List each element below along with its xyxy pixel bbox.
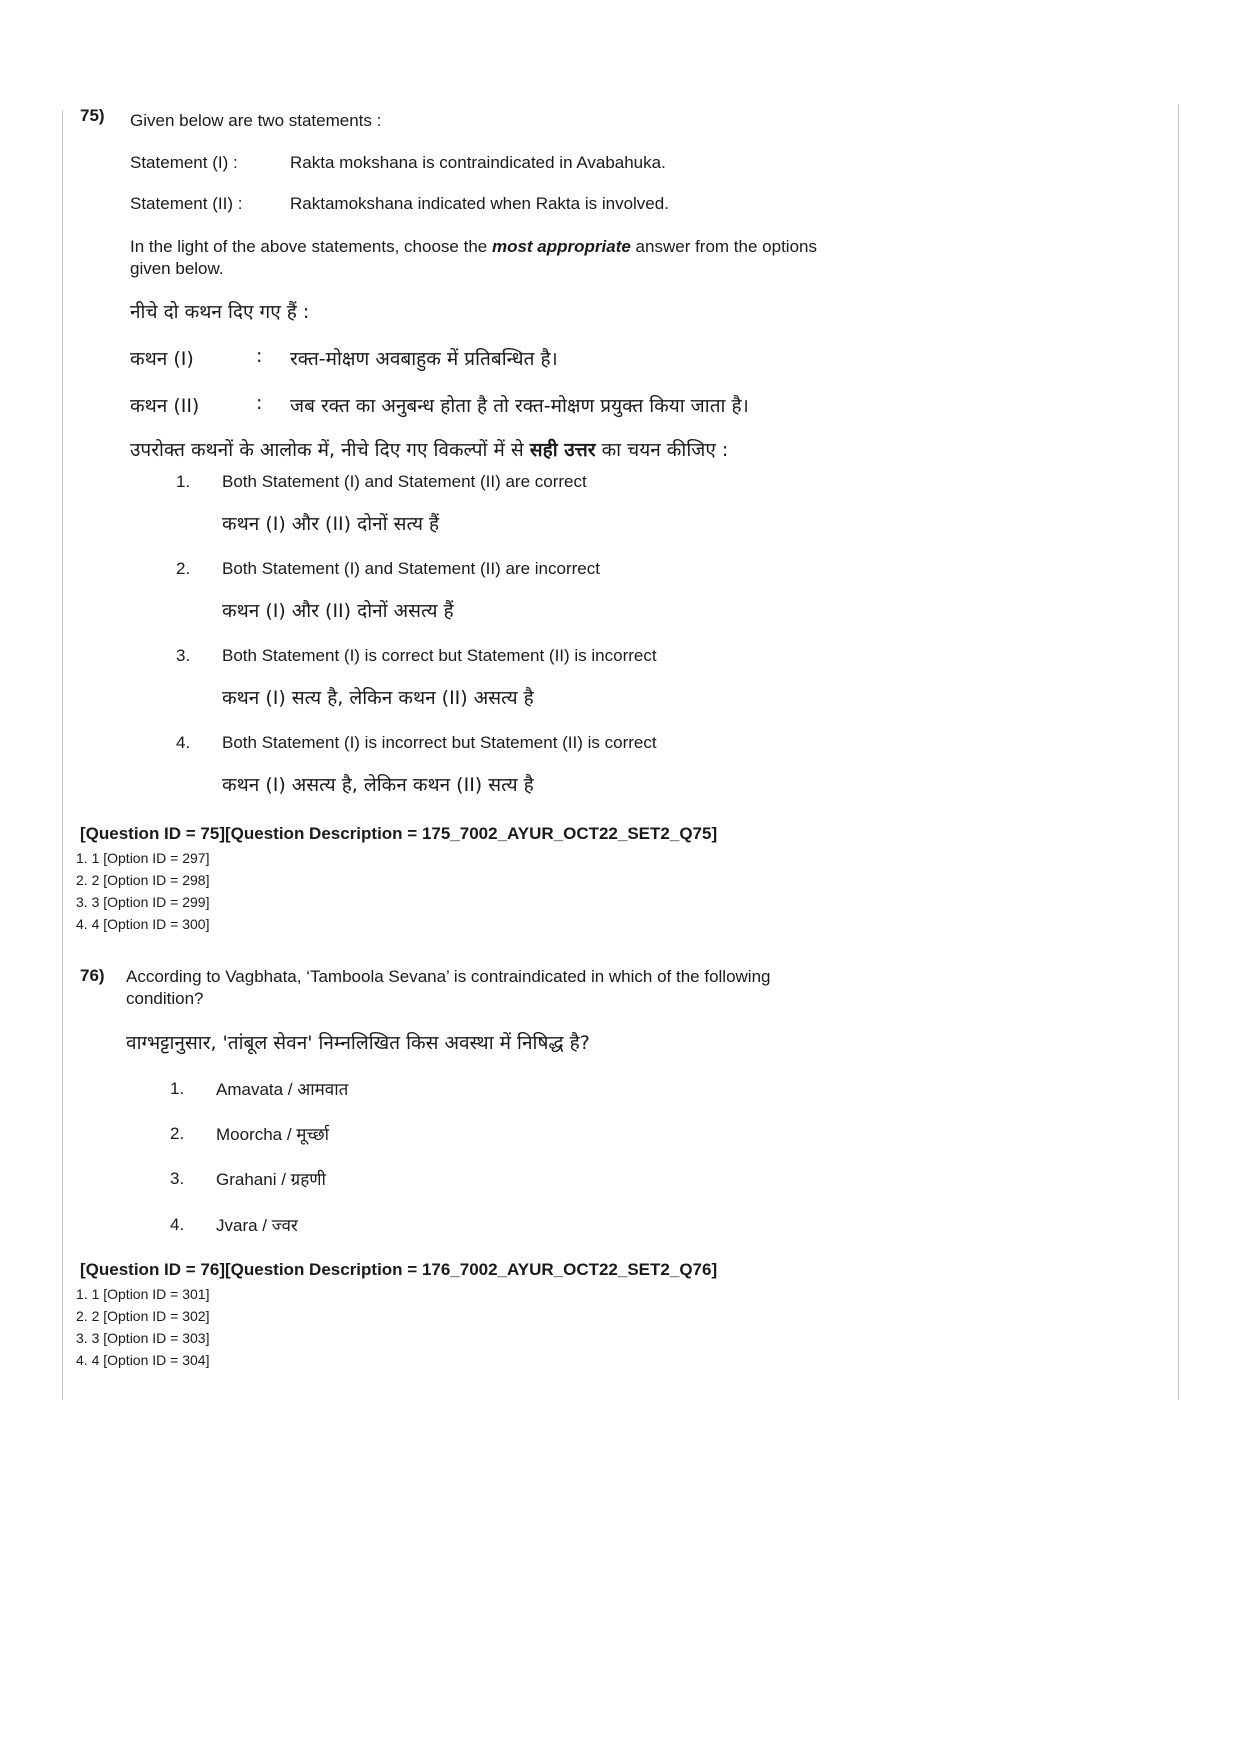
option-id-item: 3. 3 [Option ID = 299]	[76, 894, 210, 910]
statement-1-label: Statement (I) :	[130, 153, 238, 172]
option-id-list	[76, 1283, 209, 1371]
option-text-hindi: कथन (I) असत्य है, लेकिन कथन (II) सत्य है	[222, 774, 534, 796]
hindi-instruction-pre: उपरोक्त कथनों के आलोक में, नीचे दिए गए विकल्पों में से	[130, 439, 530, 461]
option-text-english: Both Statement (I) is correct but Statement (II) is incorrect	[222, 646, 657, 665]
hindi-question-text: वाग्भट्टानुसार, 'तांबूल सेवन' निम्नलिखित किस अवस्था में निषिद्ध है?	[126, 1032, 590, 1054]
option-id-item: 2. 2 [Option ID = 298]	[76, 872, 210, 888]
option-text-english: Both Statement (I) is incorrect but Statement (II) is correct	[222, 733, 657, 752]
option-text-english: Both Statement (I) and Statement (II) are correct	[222, 472, 587, 491]
hindi-statement-2-text: जब रक्त का अनुबन्ध होता है तो रक्त-मोक्षण प्रयुक्त किया जाता है।	[290, 395, 749, 417]
option-number: 3.	[176, 646, 191, 665]
hindi-statement-2-label: कथन (II)	[130, 395, 200, 417]
option-text: Moorcha / मूर्च्छा	[216, 1125, 330, 1144]
statement-2-text: Raktamokshana indicated when Rakta is involved.	[290, 194, 669, 213]
option-text-hindi: कथन (I) और (II) दोनों असत्य हैं	[222, 600, 454, 622]
option-number: 1.	[170, 1079, 185, 1098]
hindi-statement-1-label: कथन (I)	[130, 348, 194, 370]
option-text-hindi: कथन (I) और (II) दोनों सत्य हैं	[222, 513, 440, 535]
option-number: 4.	[176, 733, 191, 752]
option-text: Grahani / ग्रहणी	[216, 1170, 326, 1189]
left-border-rule	[62, 110, 63, 1400]
option-id-list	[76, 847, 209, 935]
option-number: 1.	[176, 472, 191, 491]
right-border-rule	[1178, 104, 1179, 1400]
statement-1-text: Rakta mokshana is contraindicated in Avabahuka.	[290, 153, 666, 172]
option-id-item: 3. 3 [Option ID = 303]	[76, 1330, 210, 1346]
instruction-emphasis: most appropriate	[491, 237, 631, 256]
instruction-pre: In the light of the above statements, choose the	[130, 237, 492, 256]
option-id-item: 4. 4 [Option ID = 304]	[76, 1352, 210, 1368]
option-id-item: 4. 4 [Option ID = 300]	[76, 916, 210, 932]
instruction-text	[130, 236, 830, 280]
option-id-item: 1. 1 [Option ID = 297]	[76, 850, 210, 866]
option-text-hindi: कथन (I) सत्य है, लेकिन कथन (II) असत्य है	[222, 687, 534, 709]
question-intro: Given below are two statements :	[130, 111, 382, 130]
instruction-post: answer from the options given below.	[130, 237, 817, 278]
hindi-instruction-post: का चयन कीजिए :	[595, 439, 729, 461]
option-text: Amavata / आमवात	[216, 1080, 349, 1099]
hindi-instruction	[130, 436, 728, 462]
hindi-colon: :	[256, 392, 263, 414]
question-text: According to Vagbhata, ‘Tamboola Sevana’ is contraindicated in which of the following condition?	[126, 967, 771, 1008]
question-meta: [Question ID = 76][Question Description = 176_7002_AYUR_OCT22_SET2_Q76]	[80, 1260, 718, 1279]
option-number: 3.	[170, 1169, 185, 1188]
option-text-english: Both Statement (I) and Statement (II) are incorrect	[222, 559, 600, 578]
option-id-item: 2. 2 [Option ID = 302]	[76, 1308, 210, 1324]
option-number: 2.	[170, 1124, 185, 1143]
option-text: Jvara / ज्वर	[216, 1216, 298, 1235]
question-number: 75)	[80, 106, 105, 125]
hindi-intro: नीचे दो कथन दिए गए हैं :	[130, 301, 310, 323]
option-number: 2.	[176, 559, 191, 578]
option-number: 4.	[170, 1215, 185, 1234]
hindi-colon: :	[256, 345, 263, 367]
hindi-instruction-bold: सही उत्तर	[529, 439, 596, 461]
statement-2-label: Statement (II) :	[130, 194, 243, 213]
hindi-statement-1-text: रक्त-मोक्षण अवबाहुक में प्रतिबन्धित है।	[290, 348, 558, 370]
question-meta: [Question ID = 75][Question Description = 175_7002_AYUR_OCT22_SET2_Q75]	[80, 824, 718, 843]
question-number: 76)	[80, 966, 105, 985]
option-id-item: 1. 1 [Option ID = 301]	[76, 1286, 210, 1302]
